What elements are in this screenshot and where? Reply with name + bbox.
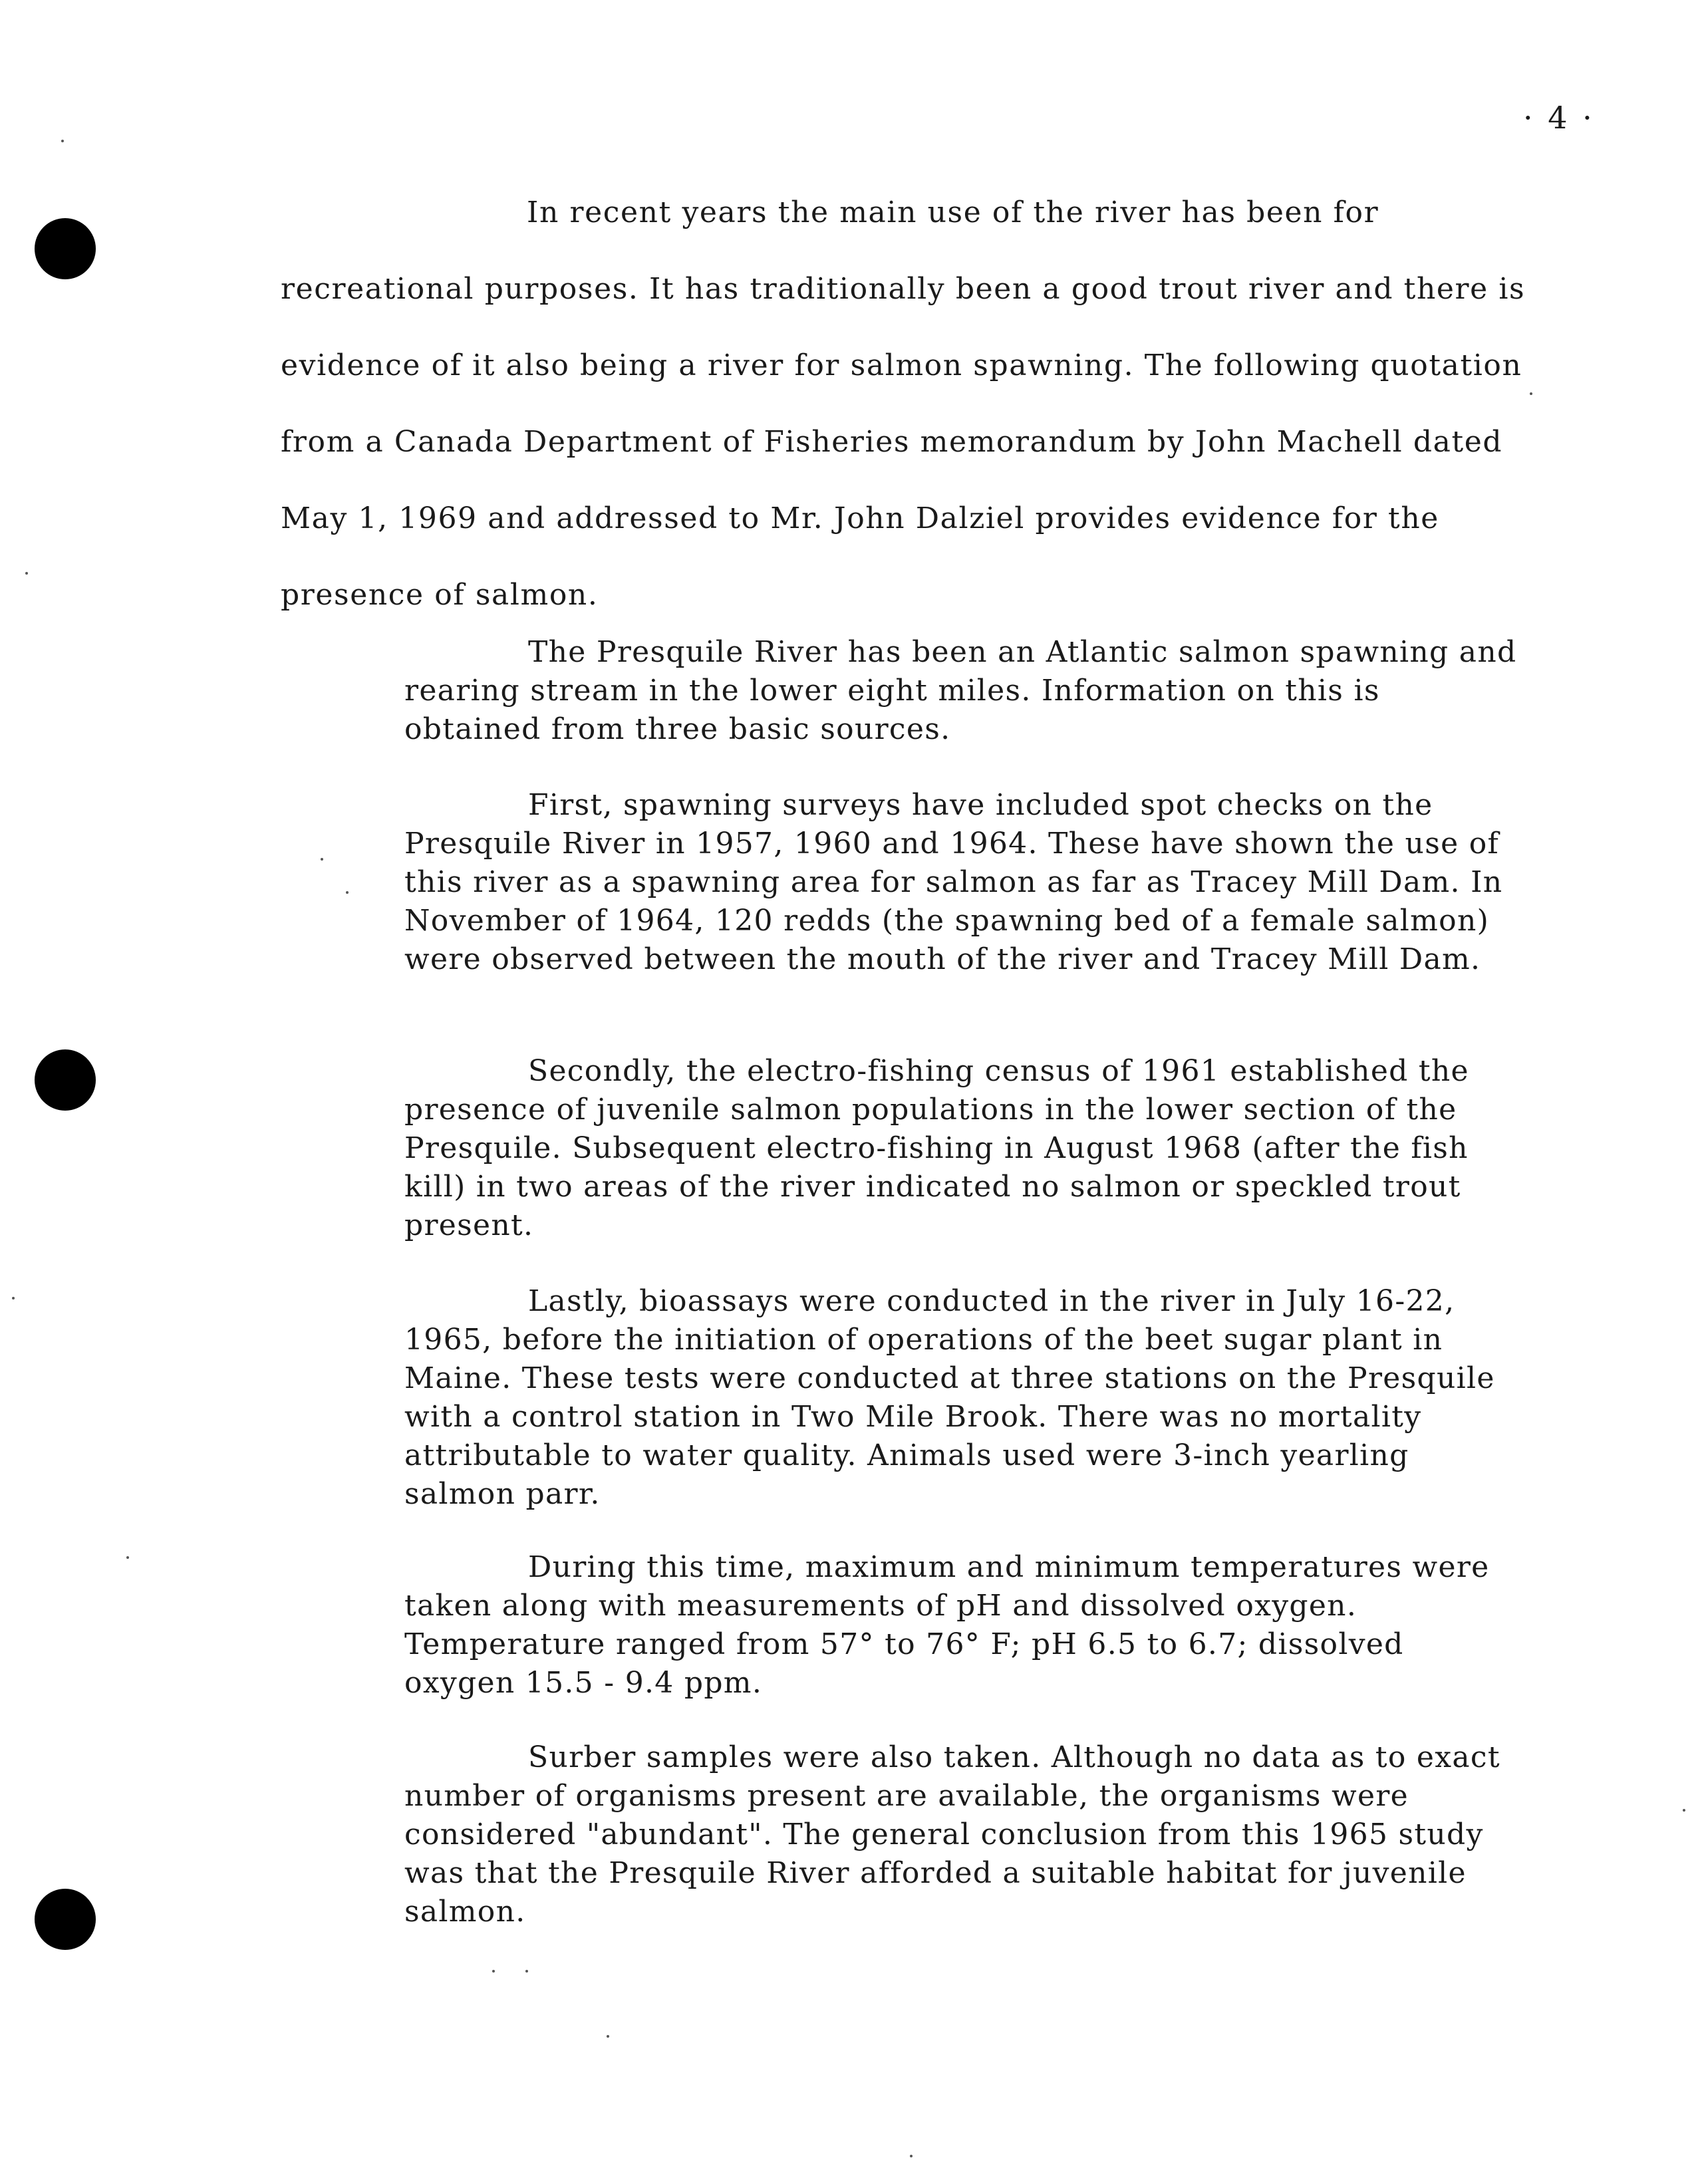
quote-paragraph <box>404 1282 1522 1514</box>
quote-paragraph <box>404 1548 1522 1703</box>
quote-text: The Presquile River has been an Atlantic salmon spawning and rearing stream in the lower eight miles. Information on this is obtained from three basic sources. <box>404 635 1517 746</box>
scan-speck <box>492 1970 495 1973</box>
scan-speck <box>607 2035 609 2038</box>
quote-text: Secondly, the electro-fishing census of 1961 established the presence of juvenile salmon populations in the lower section of the Presquile. Subsequent electro-fishing in August 1968 (after the fish kill) in two areas of the river indicated no salmon or speckled trout present. <box>404 1054 1469 1242</box>
scan-speck <box>910 2155 913 2157</box>
page-number: · 4 · <box>1523 100 1595 136</box>
scan-speck <box>525 1970 528 1973</box>
scan-speck <box>321 858 323 861</box>
binder-hole-icon <box>35 1049 96 1111</box>
scan-speck <box>1683 1809 1685 1812</box>
quote-text: Surber samples were also taken. Although no data as to exact number of organisms present are available, the organisms were considered "abundant". The general conclusion from this 1965 study was that the Presquile River afforded a suitable habitat for juvenile salmon. <box>404 1740 1500 1929</box>
scan-speck <box>346 891 349 894</box>
intro-text: In recent years the main use of the river has been for recreational purposes. It has traditionally been a good trout river and there is evidence of it also being a river for salmon spawning. The following quotation from a Canada Department of Fisheries memorandum by John Machell dated May 1, 1969 and addressed to Mr. John Dalziel provides evidence for the presence of salmon. <box>281 196 1526 612</box>
quote-paragraph <box>404 1738 1522 1931</box>
scan-speck <box>126 1556 129 1559</box>
scan-speck <box>12 1297 15 1299</box>
intro-paragraph <box>281 174 1531 633</box>
scan-speck <box>61 140 64 142</box>
quote-text: Lastly, bioassays were conducted in the river in July 16-22, 1965, before the initiation of operations of the beet sugar plant in Maine. These tests were conducted at three stations on the Presquile with a control station in Two Mile Brook. There was no mortality attributable to water quality. Animals used were 3-inch yearling salmon parr. <box>404 1284 1495 1511</box>
scan-speck <box>1530 392 1532 395</box>
quote-text: During this time, maximum and minimum temperatures were taken along with measurements of pH and dissolved oxygen. Temperature ranged from 57° to 76° F; pH 6.5 to 6.7; dissolved oxygen 15.5 - 9.4 ppm. <box>404 1550 1490 1700</box>
quote-text: First, spawning surveys have included spot checks on the Presquile River in 1957, 1960 and 1964. These have shown the use of this river as a spawning area for salmon as far as Tracey Mill Dam. In November of 1964, 120 redds (the spawning bed of a female salmon) were observed between the mouth of the river and Tracey Mill Dam. <box>404 788 1503 976</box>
scan-speck <box>25 572 28 575</box>
quote-paragraph <box>404 633 1522 749</box>
quote-paragraph <box>404 786 1522 979</box>
binder-hole-icon <box>35 1889 96 1950</box>
binder-hole-icon <box>35 218 96 279</box>
quote-paragraph <box>404 1052 1522 1245</box>
